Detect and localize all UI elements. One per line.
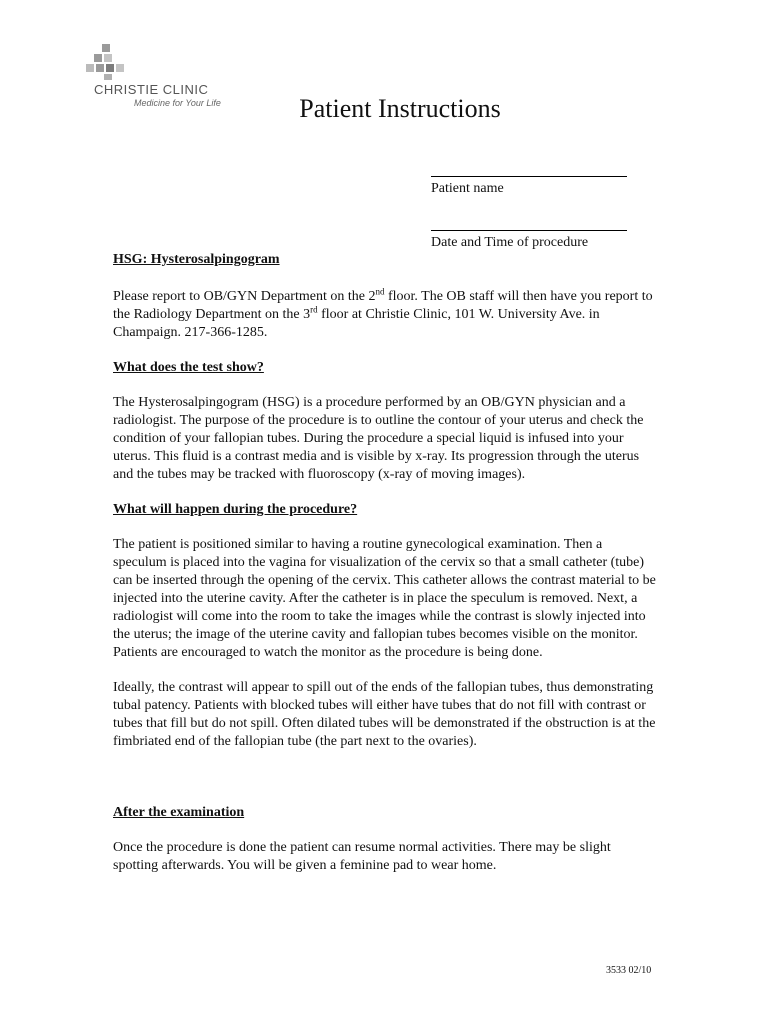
section-gap: [113, 768, 658, 804]
report-text-3: floor at Christie Clinic, 101 W. University Ave. in Champaign. 217-366-1285.: [113, 307, 600, 340]
page-title: Patient Instructions: [299, 94, 501, 123]
document-body: [113, 251, 658, 892]
report-text-1: Please report to OB/GYN Department on the 2: [113, 289, 376, 304]
during-paragraph-2: Ideally, the contrast will appear to spill out of the ends of the fallopian tubes, thus demonstrating tubal patency. Patients with blocked tubes will either have tubes that do not fill with contrast or tubes that fill but do not spill. Often dilated tubes will be demonstrated if the obstruction is at the fimbriated end of the fallopian tube (the part next to the ovaries).: [113, 680, 656, 749]
date-time-line: [431, 230, 627, 231]
form-code: 3533 02/10: [606, 965, 652, 976]
report-paragraph: [113, 288, 658, 342]
after-paragraph: Once the procedure is done the patient can resume normal activities. There may be slight spotting afterwards. You will be given a feminine pad to wear home.: [113, 840, 611, 873]
during-paragraph-1: The patient is positioned similar to having a routine gynecological examination. Then a speculum is placed into the vagina for visualization of the cervix so that a small catheter (tube) can be inserted through the opening of the cervix. This catheter allows the contrast material to be injected into the uterine cavity. After the catheter is in place the speculum is removed. Next, a radiologist will come into the room to take the images while the contrast is slowly injected into the uterus; the image of the uterine cavity and fallopian tubes becomes visible on the monitor. Patients are encouraged to watch the monitor as the procedure is being done.: [113, 537, 656, 660]
patient-name-field: [431, 176, 627, 197]
during-heading: What will happen during the procedure?: [113, 502, 358, 517]
report-text-2: floor. The OB staff will then have you report to the Radiology Department on the 3: [113, 289, 653, 322]
what-show-paragraph: The Hysterosalpingogram (HSG) is a procedure performed by an OB/GYN physician and a radiologist. The purpose of the procedure is to outline the contour of your uterus and check the condition of your fallopian tubes. During the procedure a special liquid is infused into your uterus. This fluid is a contrast media and is visible by x-ray. Its progression through the uterus and the tubes may be tracked with fluoroscopy (x-ray of moving images).: [113, 395, 644, 482]
patient-name-line: [431, 176, 627, 177]
logo-name: CHRISTIE CLINIC: [94, 82, 209, 97]
after-heading: After the examination: [113, 805, 245, 820]
date-time-label: Date and Time of procedure: [431, 235, 589, 250]
hsg-heading: HSG: Hysterosalpingogram: [113, 252, 280, 267]
patient-name-label: Patient name: [431, 181, 504, 196]
report-sup-2: rd: [310, 304, 318, 315]
what-show-heading: What does the test show?: [113, 360, 264, 375]
logo-squares-icon: [86, 44, 126, 84]
date-time-field: [431, 230, 627, 251]
report-sup-1: nd: [375, 286, 385, 297]
logo-tagline: Medicine for Your Life: [134, 98, 221, 108]
